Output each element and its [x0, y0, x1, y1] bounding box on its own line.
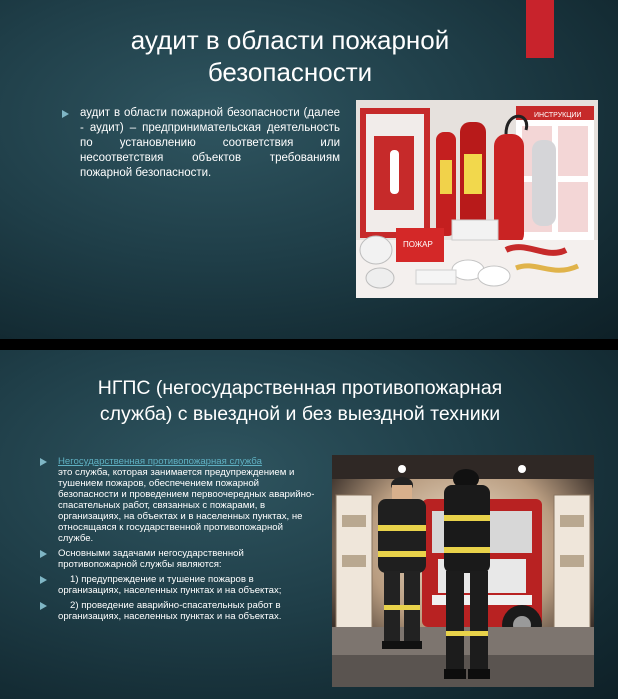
slide-1-title [40, 24, 540, 88]
bullet-item-task-1 [40, 574, 316, 596]
slide-2-title-line-2: служба) с выездной и без выездной техники [99, 403, 501, 426]
tasks-intro-text: Основными задачами негосударственной противопожарной службы являются: [58, 548, 244, 570]
slide-1-bullet-text: аудит в области пожарной безопасности (далее - аудит) – предпринимательская деятельность по установлению соответствия или несоответствия объектов требованиям пожарной безопасности. [80, 107, 340, 179]
bullet-item-task-2 [40, 600, 316, 622]
slide-2-text [40, 456, 316, 626]
slide-2-title-line-1: НГПС (негосударственная противопожарная [97, 377, 503, 399]
slide-1-bullet [62, 106, 340, 181]
bullet-item-tasks [40, 548, 316, 570]
bullet-item-definition [40, 456, 316, 544]
fire-equipment-photo [356, 100, 598, 298]
firefighters-photo [332, 455, 594, 687]
task-1-text: 1) предупреждение и тушение пожаров в организациях, населенных пунктах и на объектах; [58, 574, 282, 596]
firefighters-illustration [332, 455, 594, 687]
ngps-definition-text: это служба, которая занимается предупреждением и тушением пожаров, обеспечением пожарной безопасности и проведением первоочередных аварийно-спасательных работ, связанных с пожарами, в организациях, на объектах и в населенных пунктах, не относящаяся к государственной противопожарной службе. [58, 467, 315, 544]
fire-equipment-illustration [356, 100, 598, 298]
slide-1-title-line-2: безопасности [207, 57, 373, 88]
bullet-arrow-icon [40, 458, 47, 466]
slide-1 [0, 0, 618, 339]
bullet-arrow-icon [62, 110, 69, 118]
ngps-link[interactable]: Негосударственная противопожарная служба [58, 456, 262, 467]
task-2-text: 2) проведение аварийно-спасательных работ в организациях, населенных пунктах и на объектах. [58, 600, 282, 622]
bullet-arrow-icon [40, 550, 47, 558]
slide-2-title [40, 375, 560, 427]
pozhar-label: ПОЖАР [403, 240, 433, 249]
bullet-arrow-icon [40, 602, 47, 610]
slide-1-title-line-1: аудит в области пожарной [130, 25, 450, 55]
bullet-arrow-icon [40, 576, 47, 584]
instructions-label: ИНСТРУКЦИИ [534, 112, 582, 119]
slide-2 [0, 350, 618, 699]
